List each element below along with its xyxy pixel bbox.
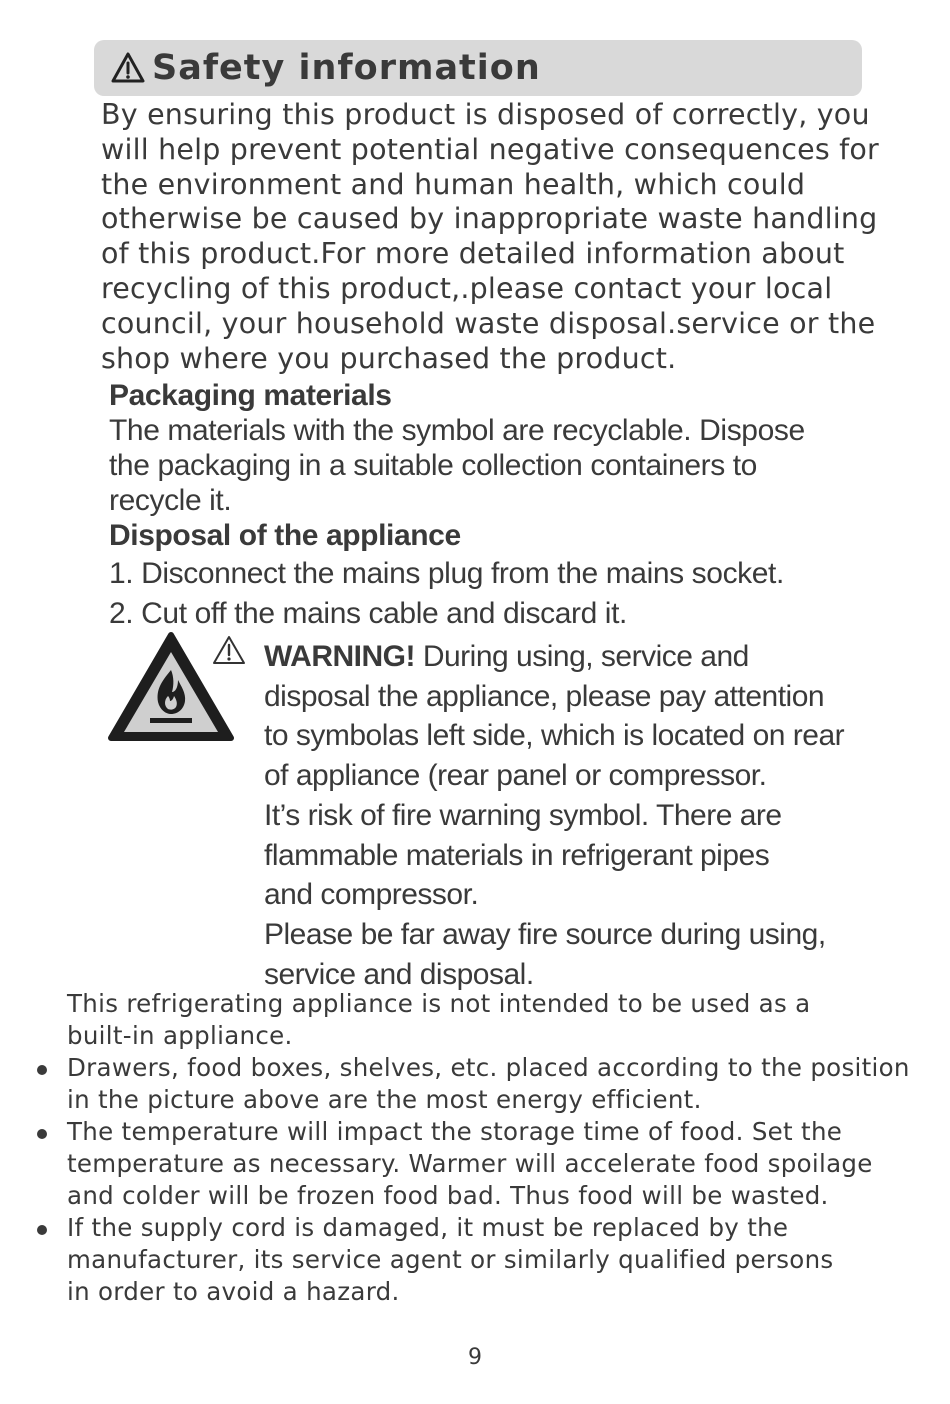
warning-line: It’s risk of fire warning symbol. There are [264,798,782,832]
warning-text [264,637,924,994]
intro-line: council, your household waste disposal.service or the [101,306,876,340]
packaging-line: The materials with the symbol are recyclable. Dispose [109,414,805,447]
section-header [94,40,862,96]
bullet-icon [37,1225,47,1235]
list-item [0,1052,950,1116]
note-line: Drawers, food boxes, shelves, etc. placed according to the position [67,1053,910,1082]
intro-line: the environment and human health, which could [101,167,806,201]
warning-line: and compressor. [264,878,479,912]
warning-triangle-icon [110,51,146,85]
disposal-steps [109,554,784,634]
note-line: manufacturer, its service agent or similarly qualified persons [67,1245,834,1274]
note-line: built-in appliance. [67,1021,293,1050]
notes-list [0,988,950,1308]
warning-line: to symbolas left side, which is located on rear [264,719,845,753]
note-line: in order to avoid a hazard. [67,1277,400,1306]
note-line: This refrigerating appliance is not intended to be used as a [67,989,811,1018]
warning-line [264,637,924,677]
bullet-icon [37,1129,47,1139]
intro-line: recycling of this product,.please contact your local [101,271,833,305]
page-title: Safety information [152,48,541,88]
packaging-section [109,378,909,518]
note-line: The temperature will impact the storage time of food. Set the [67,1117,843,1146]
disposal-section [109,518,909,553]
list-item [0,988,950,1052]
packaging-line: the packaging in a suitable collection containers to [109,449,757,482]
packaging-heading: Packaging materials [109,379,392,412]
warning-triangle-icon [211,634,247,666]
disposal-heading: Disposal of the appliance [109,519,461,552]
note-line: temperature as necessary. Warmer will accelerate food spoilage [67,1149,873,1178]
bullet-icon [37,1065,47,1075]
list-item [0,1212,950,1308]
intro-line: shop where you purchased the product. [101,341,677,375]
page-number: 9 [468,1345,482,1370]
intro-line: otherwise be caused by inappropriate waste handling [101,202,878,236]
warning-line-rest: During using, service and [414,640,749,673]
note-line: If the supply cord is damaged, it must be replaced by the [67,1213,789,1242]
intro-line: By ensuring this product is disposed of correctly, you [101,98,870,131]
disposal-step: 1. Disconnect the mains plug from the mains socket. [109,557,784,590]
warning-line: flammable materials in refrigerant pipes [264,838,770,872]
disposal-step: 2. Cut off the mains cable and discard it. [109,597,627,630]
note-line: and colder will be frozen food bad. Thus food will be wasted. [67,1181,829,1210]
warning-label: WARNING! [264,640,415,673]
note-line: in the picture above are the most energy efficient. [67,1085,702,1114]
intro-paragraph [101,98,921,376]
warning-line: disposal the appliance, please pay attention [264,679,825,713]
list-item [0,1116,950,1212]
warning-line: of appliance (rear panel or compressor. [264,759,767,793]
intro-line: of this product.For more detailed information about [101,237,845,271]
warning-line: service and disposal. [264,957,534,991]
warning-line: Please be far away fire source during using, [264,917,826,951]
intro-line: will help prevent potential negative consequences for [101,132,879,166]
packaging-line: recycle it. [109,484,232,517]
